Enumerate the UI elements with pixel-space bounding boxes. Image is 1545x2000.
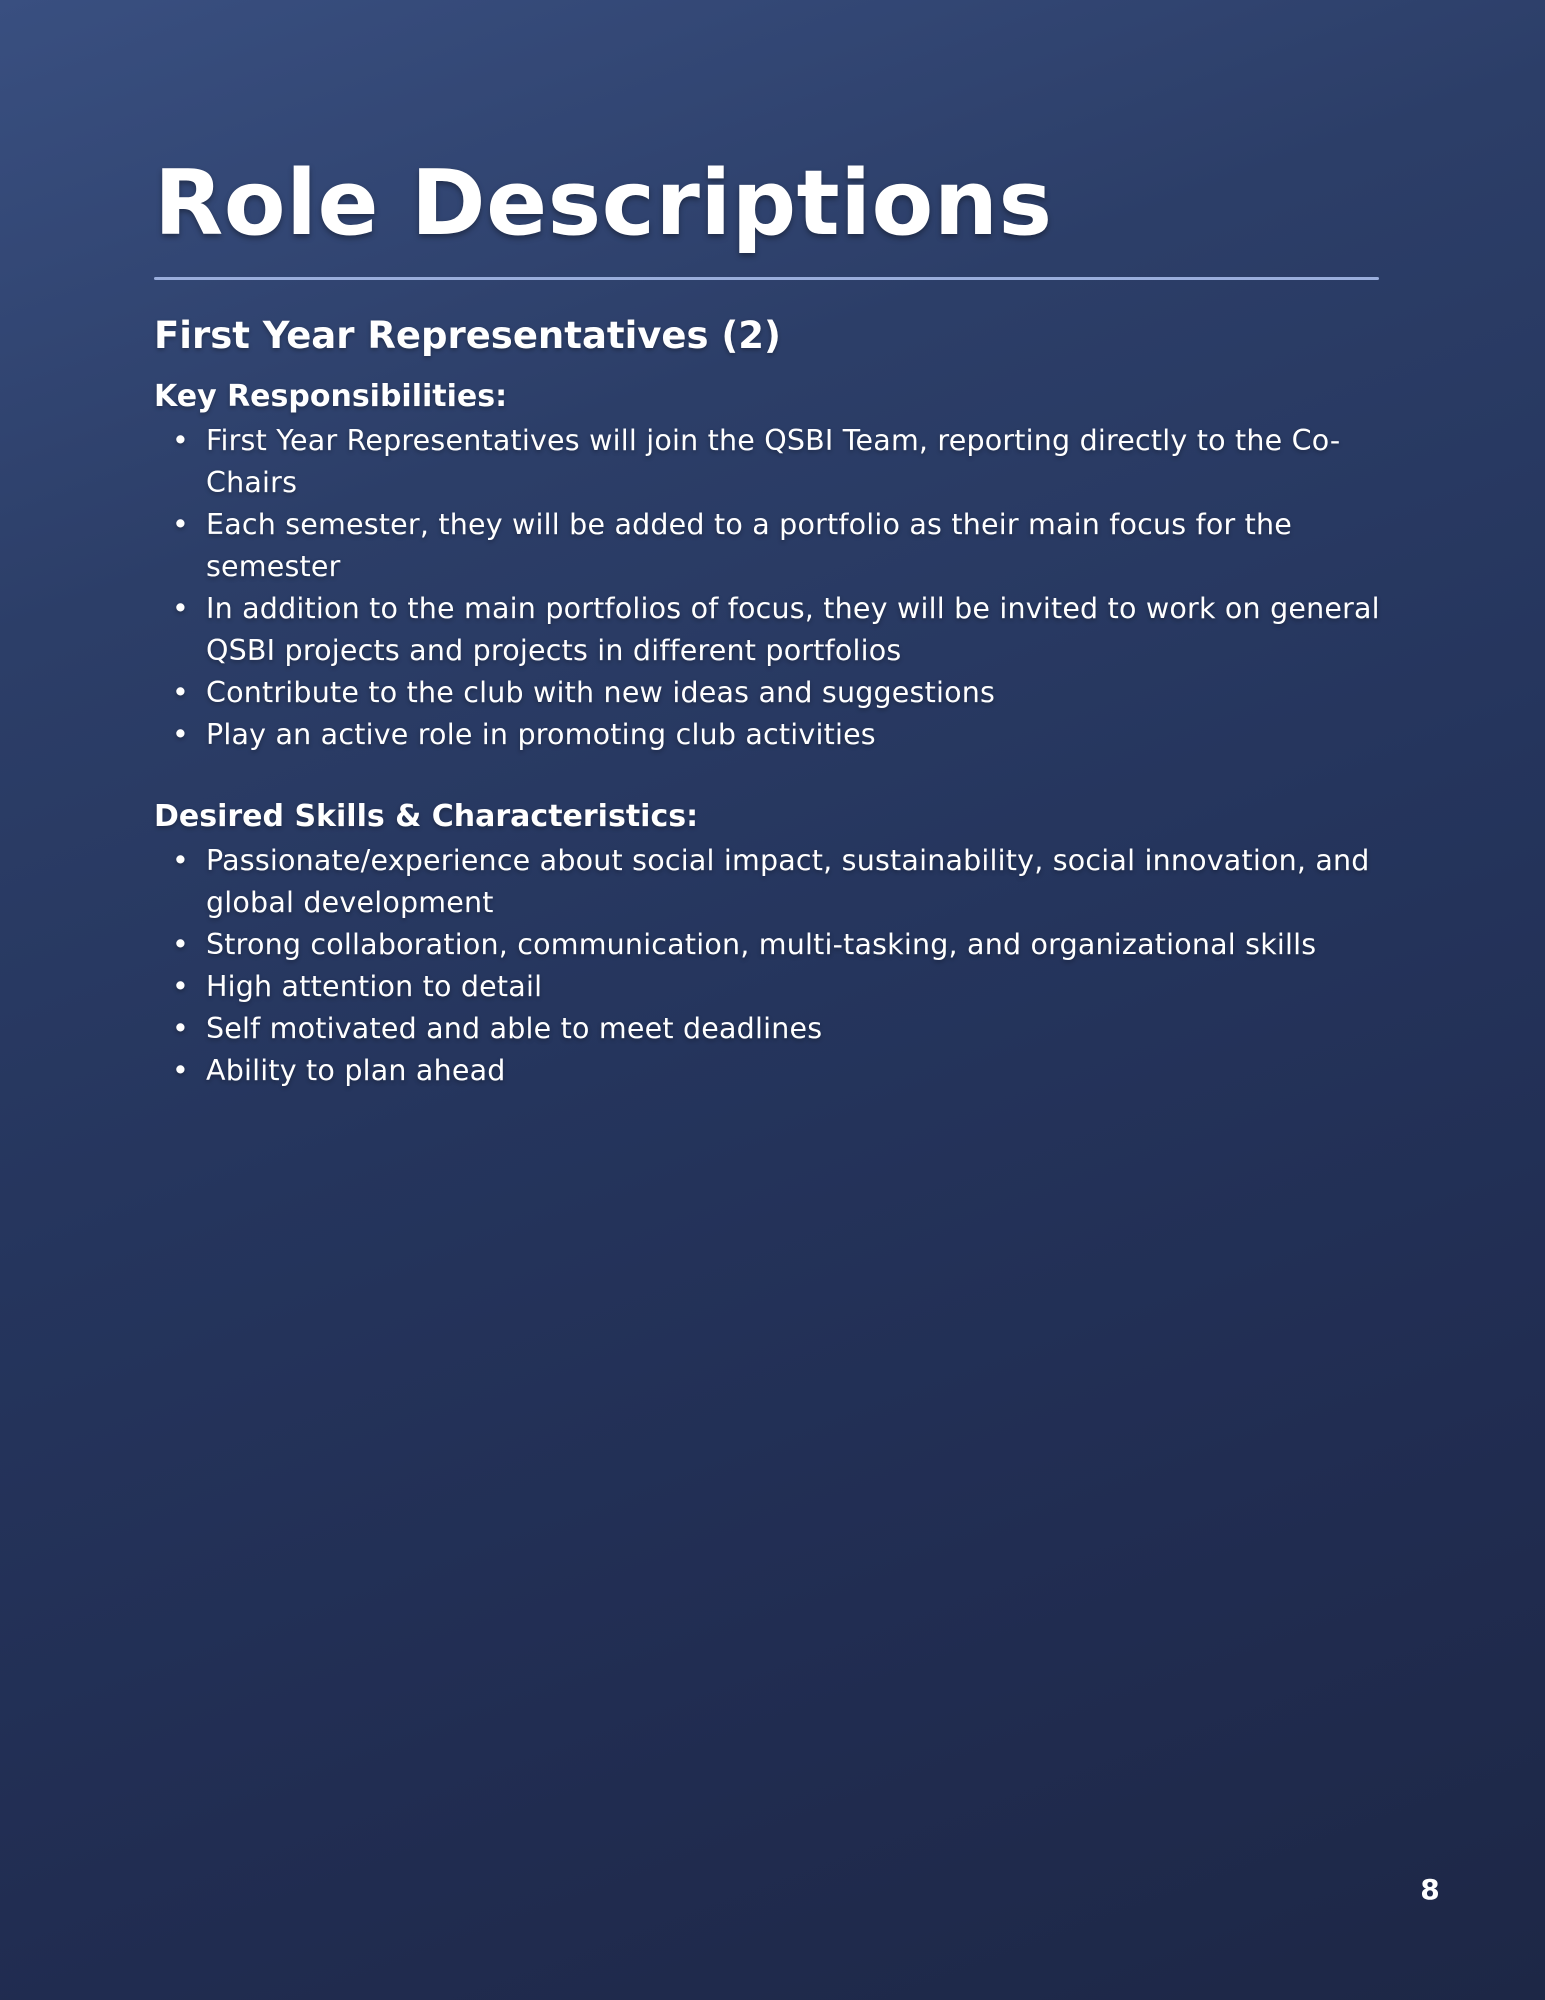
- bullet-icon: •: [172, 970, 190, 1003]
- list-item: [154, 420, 1394, 504]
- bullet-icon: •: [172, 928, 190, 961]
- bullet-icon: •: [172, 592, 190, 625]
- list-item-text: High attention to detail: [206, 970, 543, 1003]
- list-item: [154, 504, 1394, 588]
- key-responsibilities-list: [154, 420, 1394, 756]
- list-item-text: In addition to the main portfolios of focus, they will be invited to work on general QSBI projects and projects in different portfolios: [206, 592, 1380, 667]
- bullet-icon: •: [172, 718, 190, 751]
- bullet-icon: •: [172, 508, 190, 541]
- list-item: [154, 1008, 1394, 1050]
- list-item-text: Contribute to the club with new ideas and suggestions: [206, 676, 996, 709]
- list-item-text: Strong collaboration, communication, multi-tasking, and organizational skills: [206, 928, 1317, 961]
- key-responsibilities-heading: Key Responsibilities:: [154, 379, 508, 414]
- page-title: Role Descriptions: [154, 151, 1053, 256]
- desired-skills-heading: Desired Skills & Characteristics:: [154, 799, 699, 834]
- list-item-text: Each semester, they will be added to a portfolio as their main focus for the semester: [206, 508, 1293, 583]
- title-divider: [154, 277, 1379, 280]
- list-item: [154, 588, 1394, 672]
- list-item: [154, 672, 1394, 714]
- list-item: [154, 1050, 1394, 1092]
- role-heading: First Year Representatives (2): [154, 314, 781, 357]
- bullet-icon: •: [172, 1012, 190, 1045]
- list-item-text: Passionate/experience about social impact, sustainability, social innovation, and global development: [206, 844, 1370, 919]
- page-number: 8: [1420, 1873, 1440, 1906]
- list-item: [154, 714, 1394, 756]
- list-item: [154, 840, 1394, 924]
- bullet-icon: •: [172, 844, 190, 877]
- bullet-icon: •: [172, 1054, 190, 1087]
- list-item-text: Play an active role in promoting club activities: [206, 718, 876, 751]
- list-item: [154, 966, 1394, 1008]
- list-item-text: Self motivated and able to meet deadlines: [206, 1012, 823, 1045]
- role-section: [154, 310, 1394, 1092]
- list-item-text: First Year Representatives will join the QSBI Team, reporting directly to the Co-Chairs: [206, 424, 1341, 499]
- list-item-text: Ability to plan ahead: [206, 1054, 506, 1087]
- desired-skills-list: [154, 840, 1394, 1092]
- list-item: [154, 924, 1394, 966]
- bullet-icon: •: [172, 676, 190, 709]
- bullet-icon: •: [172, 424, 190, 457]
